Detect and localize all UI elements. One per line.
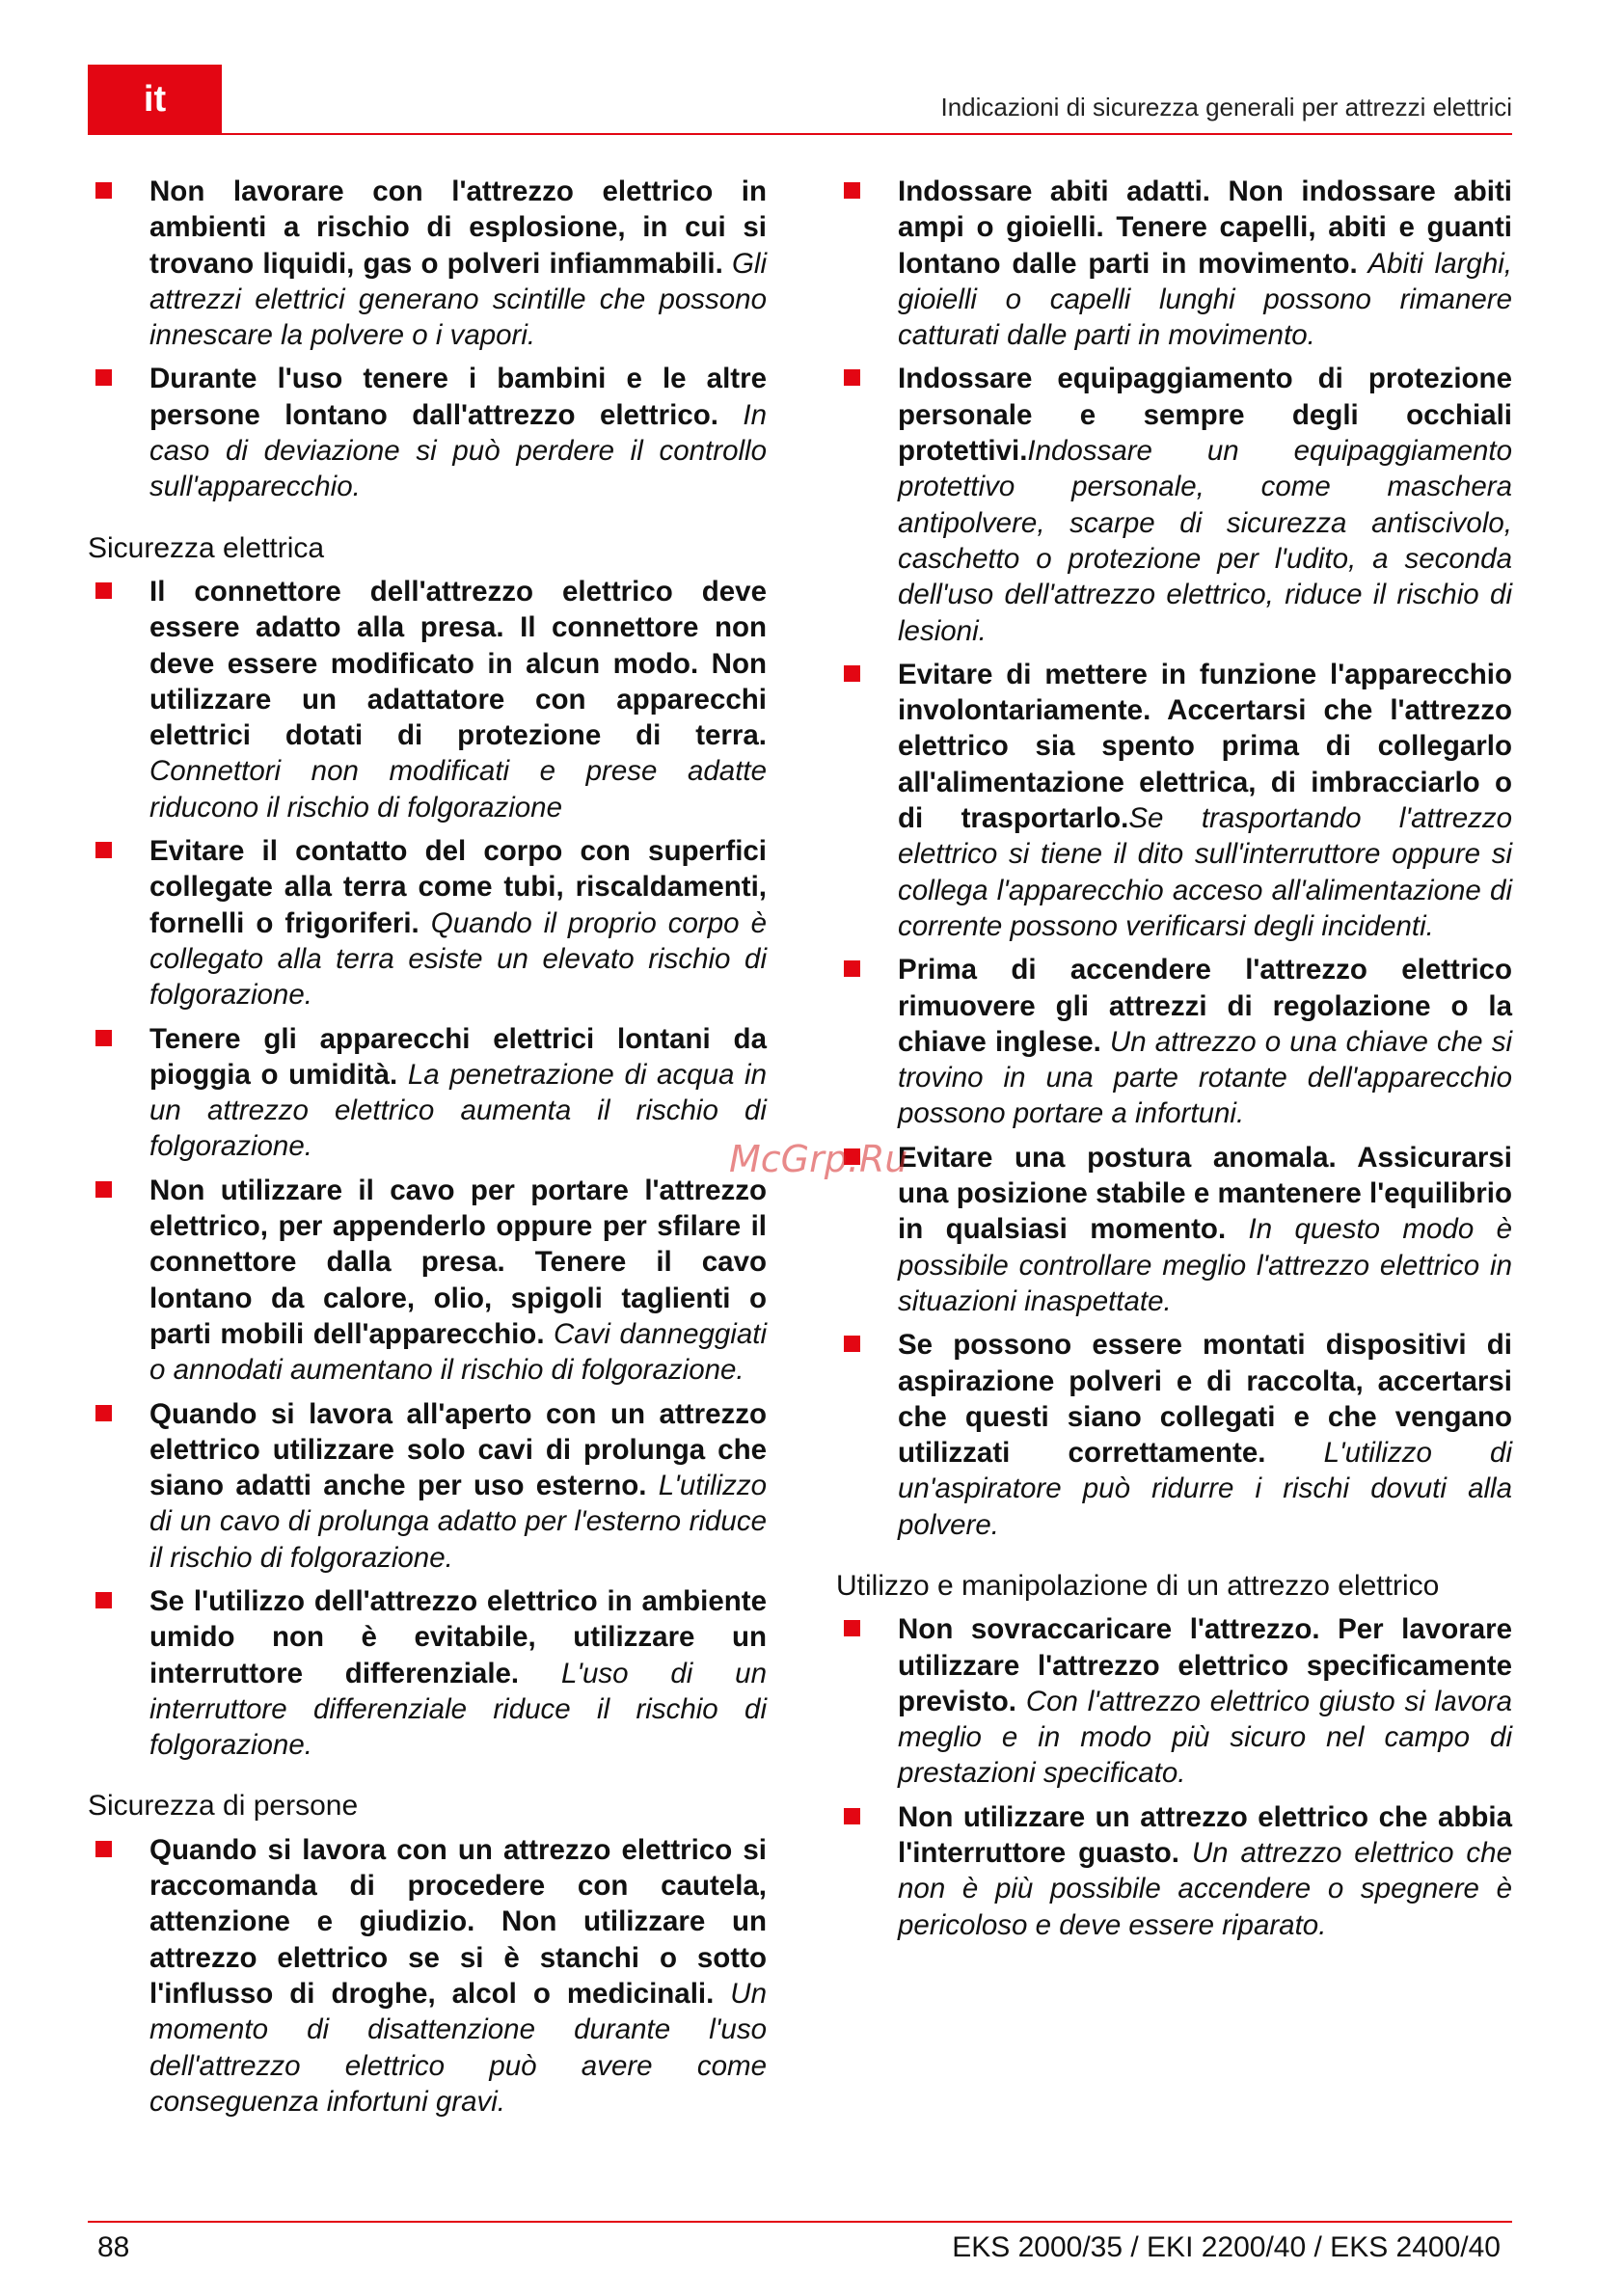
instruction-text: Il connettore dell'attrezzo elettrico deve essere adatto alla presa. Il connettore non deve essere modificato in alcun modo. Non utilizzare un adattatore con apparecchi elettrici dotati di protezione di terra. — [149, 575, 767, 752]
red-square-bullet-icon — [95, 1181, 112, 1198]
red-square-bullet-icon — [844, 1620, 860, 1636]
explanation-text: L'utilizzo di un'aspiratore può ridurre i rischi dovuti alla polvere. — [898, 1437, 1512, 1541]
instruction-text: Quando si lavora all'aperto con un attrezzo elettrico utilizzare solo cavi di prolunga che siano adatti anche per uso esterno. — [149, 1397, 767, 1502]
item-text — [898, 1327, 1512, 1543]
instruction-text: Tenere gli apparecchi elettrici lontani da pioggia o umidità. — [149, 1022, 767, 1091]
instruction-text: Se l'utilizzo dell'attrezzo elettrico in ambiente umido non è evitabile, utilizzare un interruttore differenziale. — [149, 1584, 767, 1689]
safety-list-item — [836, 1327, 1512, 1543]
explanation-text: Abiti larghi, gioielli o capelli lunghi possono rimanere catturati dalle parti in movimento. — [898, 247, 1512, 352]
section-heading: Sicurezza elettrica — [88, 531, 325, 564]
red-square-bullet-icon — [844, 182, 860, 199]
instruction-text: Non utilizzare il cavo per portare l'attrezzo elettrico, per appenderlo oppure per sfilare il connettore dalla presa. Tenere il cavo lontano da calore, olio, spigoli taglienti o parti mobili dell'apparecchio. — [149, 1174, 767, 1350]
right-column — [836, 174, 1512, 1951]
safety-list-item — [836, 657, 1512, 944]
item-text — [149, 1396, 767, 1576]
safety-list-item — [836, 1140, 1512, 1319]
red-square-bullet-icon — [844, 1336, 860, 1352]
red-square-bullet-icon — [95, 1592, 112, 1608]
explanation-text: Connettori non modificati e prese adatte riducono il rischio di folgorazione — [149, 755, 767, 824]
safety-list-item — [88, 1583, 767, 1763]
instruction-text: Durante l'uso tenere i bambini e le altre persone lontano dall'attrezzo elettrico. — [149, 363, 767, 431]
page-number: 88 — [97, 2231, 130, 2263]
red-square-bullet-icon — [95, 582, 112, 599]
safety-list-item — [88, 361, 767, 504]
item-text — [898, 657, 1512, 944]
red-square-bullet-icon — [95, 1841, 112, 1857]
safety-list-item — [88, 174, 767, 353]
safety-list-item — [836, 1611, 1512, 1791]
language-tab: it — [88, 65, 222, 134]
explanation-text: Un momento di disattenzione durante l'uso dell'attrezzo elettrico può avere come conseguenza infortuni gravi. — [149, 1977, 767, 2118]
red-square-bullet-icon — [844, 665, 860, 682]
red-square-bullet-icon — [95, 182, 112, 199]
instruction-text: Se possono essere montati dispositivi di aspirazione polveri e di raccolta, accertarsi che questi siano collegati e che vengano utilizzati correttamente. — [898, 1329, 1512, 1470]
instruction-text: Non lavorare con l'attrezzo elettrico in ambienti a rischio di esplosione, in cui si trovano liquidi, gas o polveri infiammabili. — [149, 176, 767, 280]
explanation-text: L'utilizzo di un cavo di prolunga adatto per l'esterno riduce il rischio di folgorazione. — [149, 1470, 768, 1574]
watermark-text: McGrp.Ru — [729, 1138, 908, 1180]
item-text — [149, 1583, 767, 1763]
safety-list-item — [836, 952, 1512, 1131]
explanation-text: In questo modo è possibile controllare meglio l'attrezzo elettrico in situazioni inaspettate. — [898, 1213, 1512, 1317]
explanation-text: L'uso di un interruttore differenziale riduce il rischio di folgorazione. — [149, 1657, 767, 1762]
explanation-text: La penetrazione di acqua in un attrezzo elettrico aumenta il rischio di folgorazione. — [149, 1058, 767, 1163]
header-divider — [88, 133, 1512, 135]
footer-divider — [88, 2221, 1512, 2223]
page-header-title: Indicazioni di sicurezza generali per attrezzi elettrici — [940, 93, 1512, 122]
item-text — [149, 1173, 767, 1389]
instruction-text: Non utilizzare un attrezzo elettrico che abbia l'interruttore guasto. — [898, 1800, 1512, 1870]
instruction-text: Evitare di mettere in funzione l'apparecchio involontariamente. Accertarsi che l'attrezzo elettrico sia spento prima di collegarlo all'alimentazione elettrica, di imbracciarlo o di trasportarlo. — [898, 658, 1512, 835]
explanation-text: Se trasportando l'attrezzo elettrico si tiene il dito sull'interruttore oppure si collega l'apparecchio acceso all'alimentazione di corrente possono verificarsi degli incidenti. — [898, 802, 1513, 942]
red-square-bullet-icon — [844, 960, 860, 977]
instruction-text: Quando si lavora con un attrezzo elettrico si raccomanda di procedere con cautela, attenzione e giudizio. Non utilizzare un attrezzo elettrico se si è stanchi o sotto l'influsso di droghe, alcol o medicinali. — [149, 1833, 767, 2010]
red-square-bullet-icon — [95, 1030, 112, 1046]
instruction-text: Indossare abiti adatti. Non indossare abiti ampi o gioielli. Tenere capelli, abiti e guanti lontano dalle parti in movimento. — [898, 176, 1512, 280]
item-text — [898, 1140, 1512, 1319]
model-numbers: EKS 2000/35 / EKI 2200/40 / EKS 2400/40 — [952, 2231, 1501, 2263]
item-text — [149, 833, 767, 1013]
item-text — [149, 174, 767, 353]
red-square-bullet-icon — [95, 369, 112, 386]
safety-list-item — [836, 174, 1512, 353]
safety-list-item — [88, 1396, 767, 1576]
instruction-text: Indossare equipaggiamento di protezione personale e sempre degli occhiali protettivi. — [898, 363, 1512, 468]
red-square-bullet-icon — [844, 1808, 860, 1824]
section-heading: Utilizzo e manipolazione di un attrezzo elettrico — [836, 1569, 1440, 1602]
safety-list-item — [88, 833, 767, 1013]
safety-list-item — [836, 361, 1512, 648]
item-text — [149, 574, 767, 825]
safety-list-item — [88, 1021, 767, 1165]
explanation-text: Cavi danneggiati o annodati aumentano il rischio di folgorazione. — [149, 1317, 767, 1387]
explanation-text: In caso di deviazione si può perdere il controllo sull'apparecchio. — [149, 398, 767, 503]
left-column — [88, 174, 767, 2127]
red-square-bullet-icon — [95, 842, 112, 858]
item-text — [898, 361, 1512, 648]
instruction-text: Evitare il contatto del corpo con superfici collegate alla terra come tubi, riscaldamenti, fornelli o frigoriferi. — [149, 835, 767, 939]
item-text — [898, 1611, 1512, 1791]
explanation-text: Quando il proprio corpo è collegato alla terra esiste un elevato rischio di folgorazione. — [149, 906, 767, 1012]
item-text — [898, 952, 1512, 1131]
item-text — [898, 1799, 1512, 1943]
safety-list-item — [88, 1173, 767, 1389]
safety-list-item — [836, 1799, 1512, 1943]
section-heading: Sicurezza di persone — [88, 1790, 359, 1823]
item-text — [149, 361, 767, 504]
item-text — [149, 1021, 767, 1165]
explanation-text: Un attrezzo o una chiave che si trovino in una parte rotante dell'apparecchio possono portare a infortuni. — [898, 1025, 1512, 1130]
red-square-bullet-icon — [844, 369, 860, 386]
instruction-text: Non sovraccaricare l'attrezzo. Per lavorare utilizzare l'attrezzo elettrico specificamente previsto. — [898, 1613, 1512, 1717]
red-square-bullet-icon — [95, 1405, 112, 1421]
instruction-text: Prima di accendere l'attrezzo elettrico rimuovere gli attrezzi di regolazione o la chiave inglese. — [898, 954, 1512, 1058]
explanation-text: Gli attrezzi elettrici generano scintille che possono innescare la polvere o i vapori. — [149, 247, 768, 352]
instruction-text: Evitare una postura anomala. Assicurarsi una posizione stabile e mantenere l'equilibrio in qualsiasi momento. — [898, 1141, 1512, 1246]
safety-list-item — [88, 1832, 767, 2120]
safety-list-item — [88, 574, 767, 825]
item-text — [898, 174, 1512, 353]
explanation-text: Indossare un equipaggiamento protettivo personale, come maschera antipolvere, scarpe di sicurezza antiscivolo, caschetto o protezione per l'udito, a seconda dell'uso dell'attrezzo elettrico, riduce il rischio di lesioni. — [898, 435, 1512, 647]
explanation-text: Un attrezzo elettrico che non è più possibile accendere o spegnere è pericoloso e deve essere riparato. — [898, 1837, 1512, 1941]
explanation-text: Con l'attrezzo elettrico giusto si lavora meglio e in modo più sicuro nel campo di prestazioni specificato. — [898, 1685, 1512, 1790]
item-text — [149, 1832, 767, 2120]
